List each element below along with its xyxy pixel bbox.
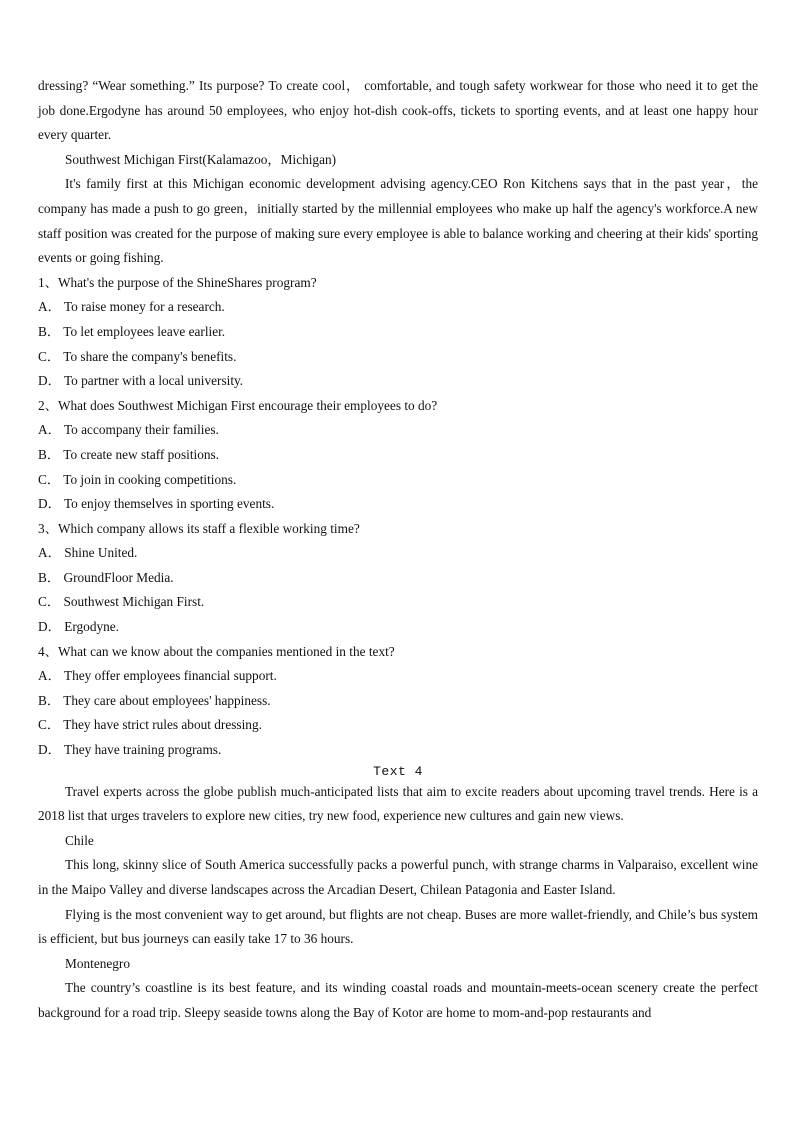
option-b: B． GroundFloor Media.: [38, 569, 174, 585]
text4-intro-paragraph: Travel experts across the globe publish much-anticipated lists that aim to excite readers about upcoming travel trends. Here is a 2018 list that urges travelers to explore new cities, try new food, experience new cultures and gain new views.: [38, 783, 758, 824]
montenegro-paragraph-1: The country’s coastline is its best feature, and its winding coastal roads and mountain-meets-ocean scenery create the perfect background for a road trip. Sleepy seaside towns along the Bay of Kotor are home to mom-and-pop restaurants and: [38, 980, 758, 1020]
question-2: [38, 394, 758, 517]
question-stem: 2、What does Southwest Michigan First encourage their employees to do?: [38, 397, 438, 413]
question-4: [38, 640, 758, 763]
company-paragraph-swmf: It's family first at this Michigan economic development advising agency.CEO Ron Kitchens says that in the past year，the company has made a push to go green，initially started by the millennial employees who make up half the agency's workforce.A new staff position was created for the purpose of making sure every employee is able to balance working and cheering at their kids' sporting events or going fishing.: [38, 176, 758, 266]
question-stem: 4、What can we know about the companies mentioned in the text?: [38, 643, 395, 659]
option-c: C． To join in cooking competitions.: [38, 471, 237, 487]
country-heading-chile: Chile: [65, 832, 94, 848]
option-d: D． To enjoy themselves in sporting events.: [38, 496, 275, 512]
question-3: [38, 517, 758, 640]
option-b: B． To let employees leave earlier.: [38, 323, 226, 339]
chile-paragraph-2: Flying is the most convenient way to get around, but flights are not cheap. Buses are more wallet-friendly, and Chile’s bus system is efficient, but bus journeys can easily take 17 to 36 hours.: [38, 906, 758, 947]
question-1: [38, 271, 758, 394]
option-d: D． They have training programs.: [38, 742, 222, 758]
option-a: A． To raise money for a research.: [38, 299, 225, 315]
option-c: C． To share the company's benefits.: [38, 348, 237, 364]
option-c: C． They have strict rules about dressing.: [38, 717, 262, 733]
option-b: B． They care about employees' happiness.: [38, 692, 271, 708]
option-d: D． To partner with a local university.: [38, 373, 244, 389]
country-heading-montenegro: Montenegro: [65, 955, 130, 971]
chile-paragraph-1: This long, skinny slice of South America successfully packs a powerful punch, with strange charms in Valparaiso, excellent wine in the Maipo Valley and diverse landscapes across the Arcadian Desert, Chilean Patagonia and Easter Island.: [38, 857, 758, 897]
option-a: A． Shine United.: [38, 545, 138, 561]
option-d: D． Ergodyne.: [38, 619, 120, 635]
section-title-text-4: Text 4: [373, 763, 423, 779]
option-a: A． They offer employees financial support.: [38, 668, 277, 684]
option-c: C． Southwest Michigan First.: [38, 594, 205, 610]
option-b: B． To create new staff positions.: [38, 446, 220, 462]
option-a: A． To accompany their families.: [38, 422, 219, 438]
question-stem: 1、What's the purpose of the ShineShares program?: [38, 274, 317, 290]
intro-paragraph: dressing? “Wear something.” Its purpose? To create cool， comfortable, and tough safety workwear for those who need it to get the job done.Ergodyne has around 50 employees, who enjoy hot-dish cook-offs, tickets to sporting events, and at least one happy hour every quarter.: [38, 78, 758, 143]
document-page: [38, 74, 758, 1026]
question-stem: 3、Which company allows its staff a flexible working time?: [38, 520, 360, 536]
company-heading-swmf: Southwest Michigan First(Kalamazoo，Michigan): [65, 151, 337, 167]
